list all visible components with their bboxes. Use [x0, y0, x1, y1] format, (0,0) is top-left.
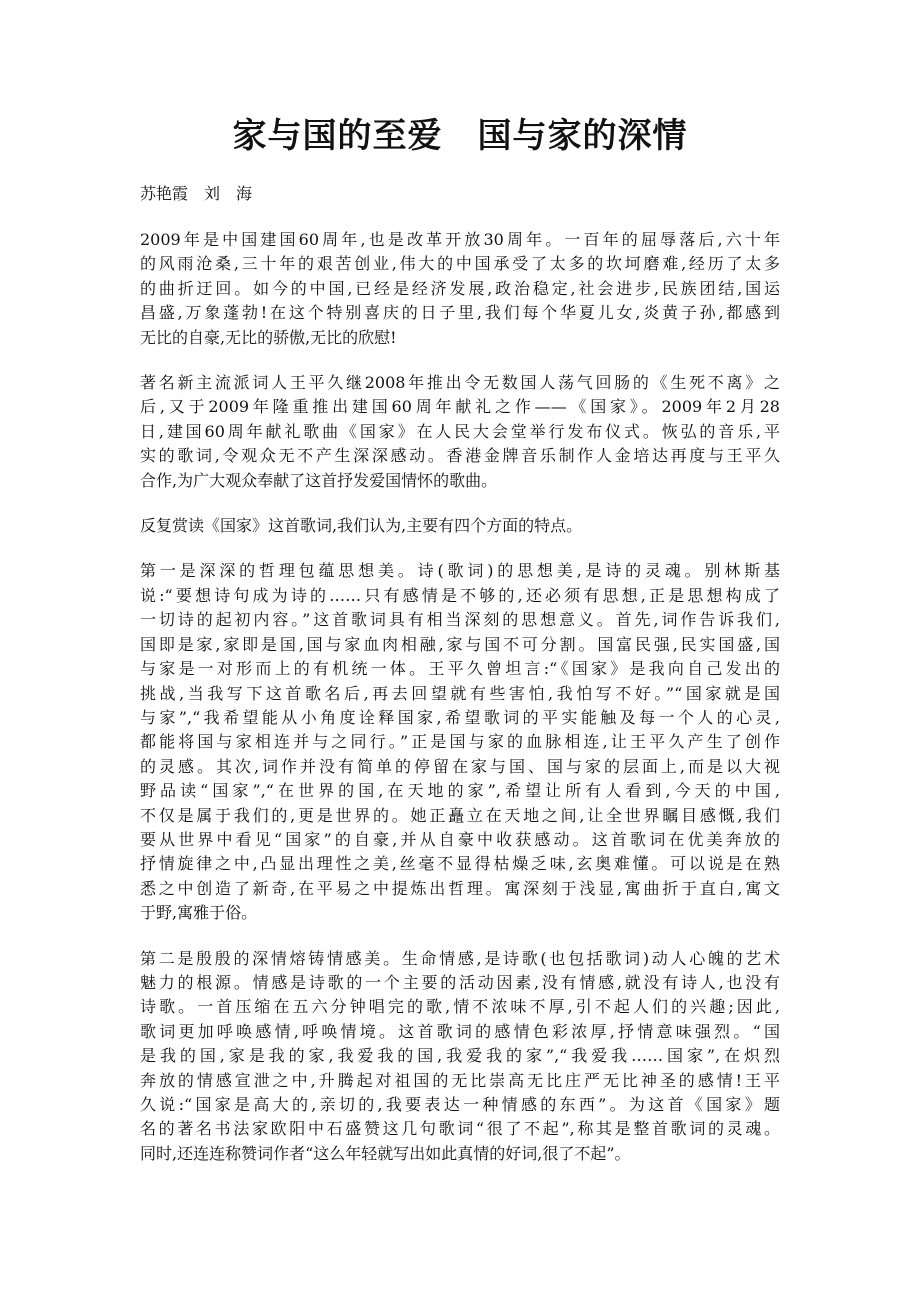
- paragraph-line: 国即是家,家即是国,国与家血肉相融,家与国不可分割。国富民强,民实国盛,国: [140, 634, 780, 654]
- paragraph-line: 诗歌。一首压缩在五六分钟唱完的歌,情不浓味不厚,引不起人们的兴趣;因此,: [140, 997, 780, 1017]
- paragraph-line: 实的歌词,令观众无不产生深深感动。香港金牌音乐制作人金培达再度与王平久: [140, 446, 780, 466]
- document-authors: 苏艳霞 刘 海: [140, 184, 253, 203]
- paragraph-line: 第一是深深的哲理包蕴思想美。诗(歌词)的思想美,是诗的灵魂。别林斯基: [140, 561, 780, 581]
- paragraph-line: 是我的国,家是我的家,我爱我的国,我爱我的家”,“我爱我……国家”,在炽烈: [140, 1046, 780, 1066]
- paragraph-line: 的灵感。其次,词作并没有简单的停留在家与国、国与家的层面上,而是以大视: [140, 756, 780, 776]
- paragraph-line: 2009年是中国建国60周年,也是改革开放30周年。一百年的屈辱落后,六十年: [140, 230, 780, 249]
- document-body: [140, 228, 780, 1187]
- paragraph-line: 同时,还连连称赞词作者“这么年轻就写出如此真情的好词,很了不起”。: [140, 1143, 631, 1163]
- body-paragraph: [140, 947, 780, 1167]
- paragraph-line: 的风雨沧桑,三十年的艰苦创业,伟大的中国承受了太多的坎坷磨难,经历了太多: [140, 254, 780, 274]
- paragraph-line: 昌盛,万象蓬勃!在这个特别喜庆的日子里,我们每个华夏儿女,炎黄子孙,都感到: [140, 303, 780, 323]
- paragraph-line: 于野,寓雅于俗。: [140, 903, 258, 923]
- paragraph-line: 无比的自豪,无比的骄傲,无比的欣慰!: [140, 327, 397, 347]
- paragraph-line: 反复赏读《国家》这首歌词,我们认为,主要有四个方面的特点。: [140, 516, 583, 536]
- paragraph-line: 后,又于2009年隆重推出建国60周年献礼之作——《国家》。2009年2月28: [140, 397, 780, 417]
- paragraph-line: 名的著名书法家欧阳中石盛赞这几句歌词“很了不起”,称其是整首歌词的灵魂。: [140, 1119, 780, 1139]
- paragraph-line: 说:“要想诗句成为诗的……只有感情是不够的,还必须有思想,正是思想构成了: [140, 585, 780, 605]
- paragraph-line: 挑战,当我写下这首歌名后,再去回望就有些害怕,我怕写不好。”“国家就是国: [140, 683, 780, 703]
- paragraph-line: 合作,为广大观众奉献了这首抒发爱国情怀的歌曲。: [140, 470, 498, 490]
- paragraph-line: 第二是殷殷的深情熔铸情感美。生命情感,是诗歌(也包括歌词)动人心魄的艺术: [140, 948, 780, 968]
- paragraph-line: 奔放的情感宣泄之中,升腾起对祖国的无比崇高无比庄严无比神圣的感情!王平: [140, 1070, 780, 1090]
- document-title: 家与国的至爱 国与家的深情: [232, 116, 688, 156]
- paragraph-line: 著名新主流派词人王平久继2008年推出令无数国人荡气回肠的《生死不离》之: [140, 373, 780, 393]
- paragraph-line: 日,建国60周年献礼歌曲《国家》在人民大会堂举行发布仪式。恢弘的音乐,平: [140, 421, 780, 441]
- paragraph-line: 久说:“国家是高大的,亲切的,我要表达一种情感的东西”。为这首《国家》题: [140, 1095, 780, 1114]
- paragraph-line: 一切诗的起初内容。”这首歌词具有相当深刻的思想意义。首先,词作告诉我们,: [140, 610, 780, 630]
- paragraph-line: 与家”,“我希望能从小角度诠释国家,希望歌词的平实能触及每一个人的心灵,: [140, 707, 780, 727]
- body-paragraph: [140, 228, 780, 350]
- paragraph-line: 不仅是属于我们的,更是世界的。她正矗立在天地之间,让全世界瞩目感慨,我们: [140, 805, 780, 825]
- body-paragraph: [140, 559, 780, 925]
- paragraph-line: 与家是一对形而上的有机统一体。王平久曾坦言:“《国家》是我向自己发出的: [140, 659, 780, 679]
- body-paragraph: [140, 371, 780, 493]
- paragraph-line: 野品读“国家”,“在世界的国,在天地的家”,希望让所有人看到,今天的中国,: [140, 781, 780, 801]
- paragraph-line: 魅力的根源。情感是诗歌的一个主要的活动因素,没有情感,就没有诗人,也没有: [140, 972, 780, 992]
- paragraph-line: 都能将国与家相连并与之同行。”正是国与家的血脉相连,让王平久产生了创作: [140, 732, 780, 752]
- paragraph-line: 抒情旋律之中,凸显出理性之美,丝毫不显得枯燥乏味,玄奥难懂。可以说是在熟: [140, 854, 780, 874]
- body-paragraph: [140, 514, 780, 538]
- paragraph-line: 的曲折迂回。如今的中国,已经是经济发展,政治稳定,社会进步,民族团结,国运: [140, 278, 780, 298]
- paragraph-line: 要从世界中看见“国家”的自豪,并从自豪中收获感动。这首歌词在优美奔放的: [140, 829, 780, 849]
- paragraph-line: 歌词更加呼唤感情,呼唤情境。这首歌词的感情色彩浓厚,抒情意味强烈。“国: [140, 1021, 780, 1041]
- paragraph-line: 悉之中创造了新奇,在平易之中提炼出哲理。寓深刻于浅显,寓曲折于直白,寓文: [140, 878, 780, 898]
